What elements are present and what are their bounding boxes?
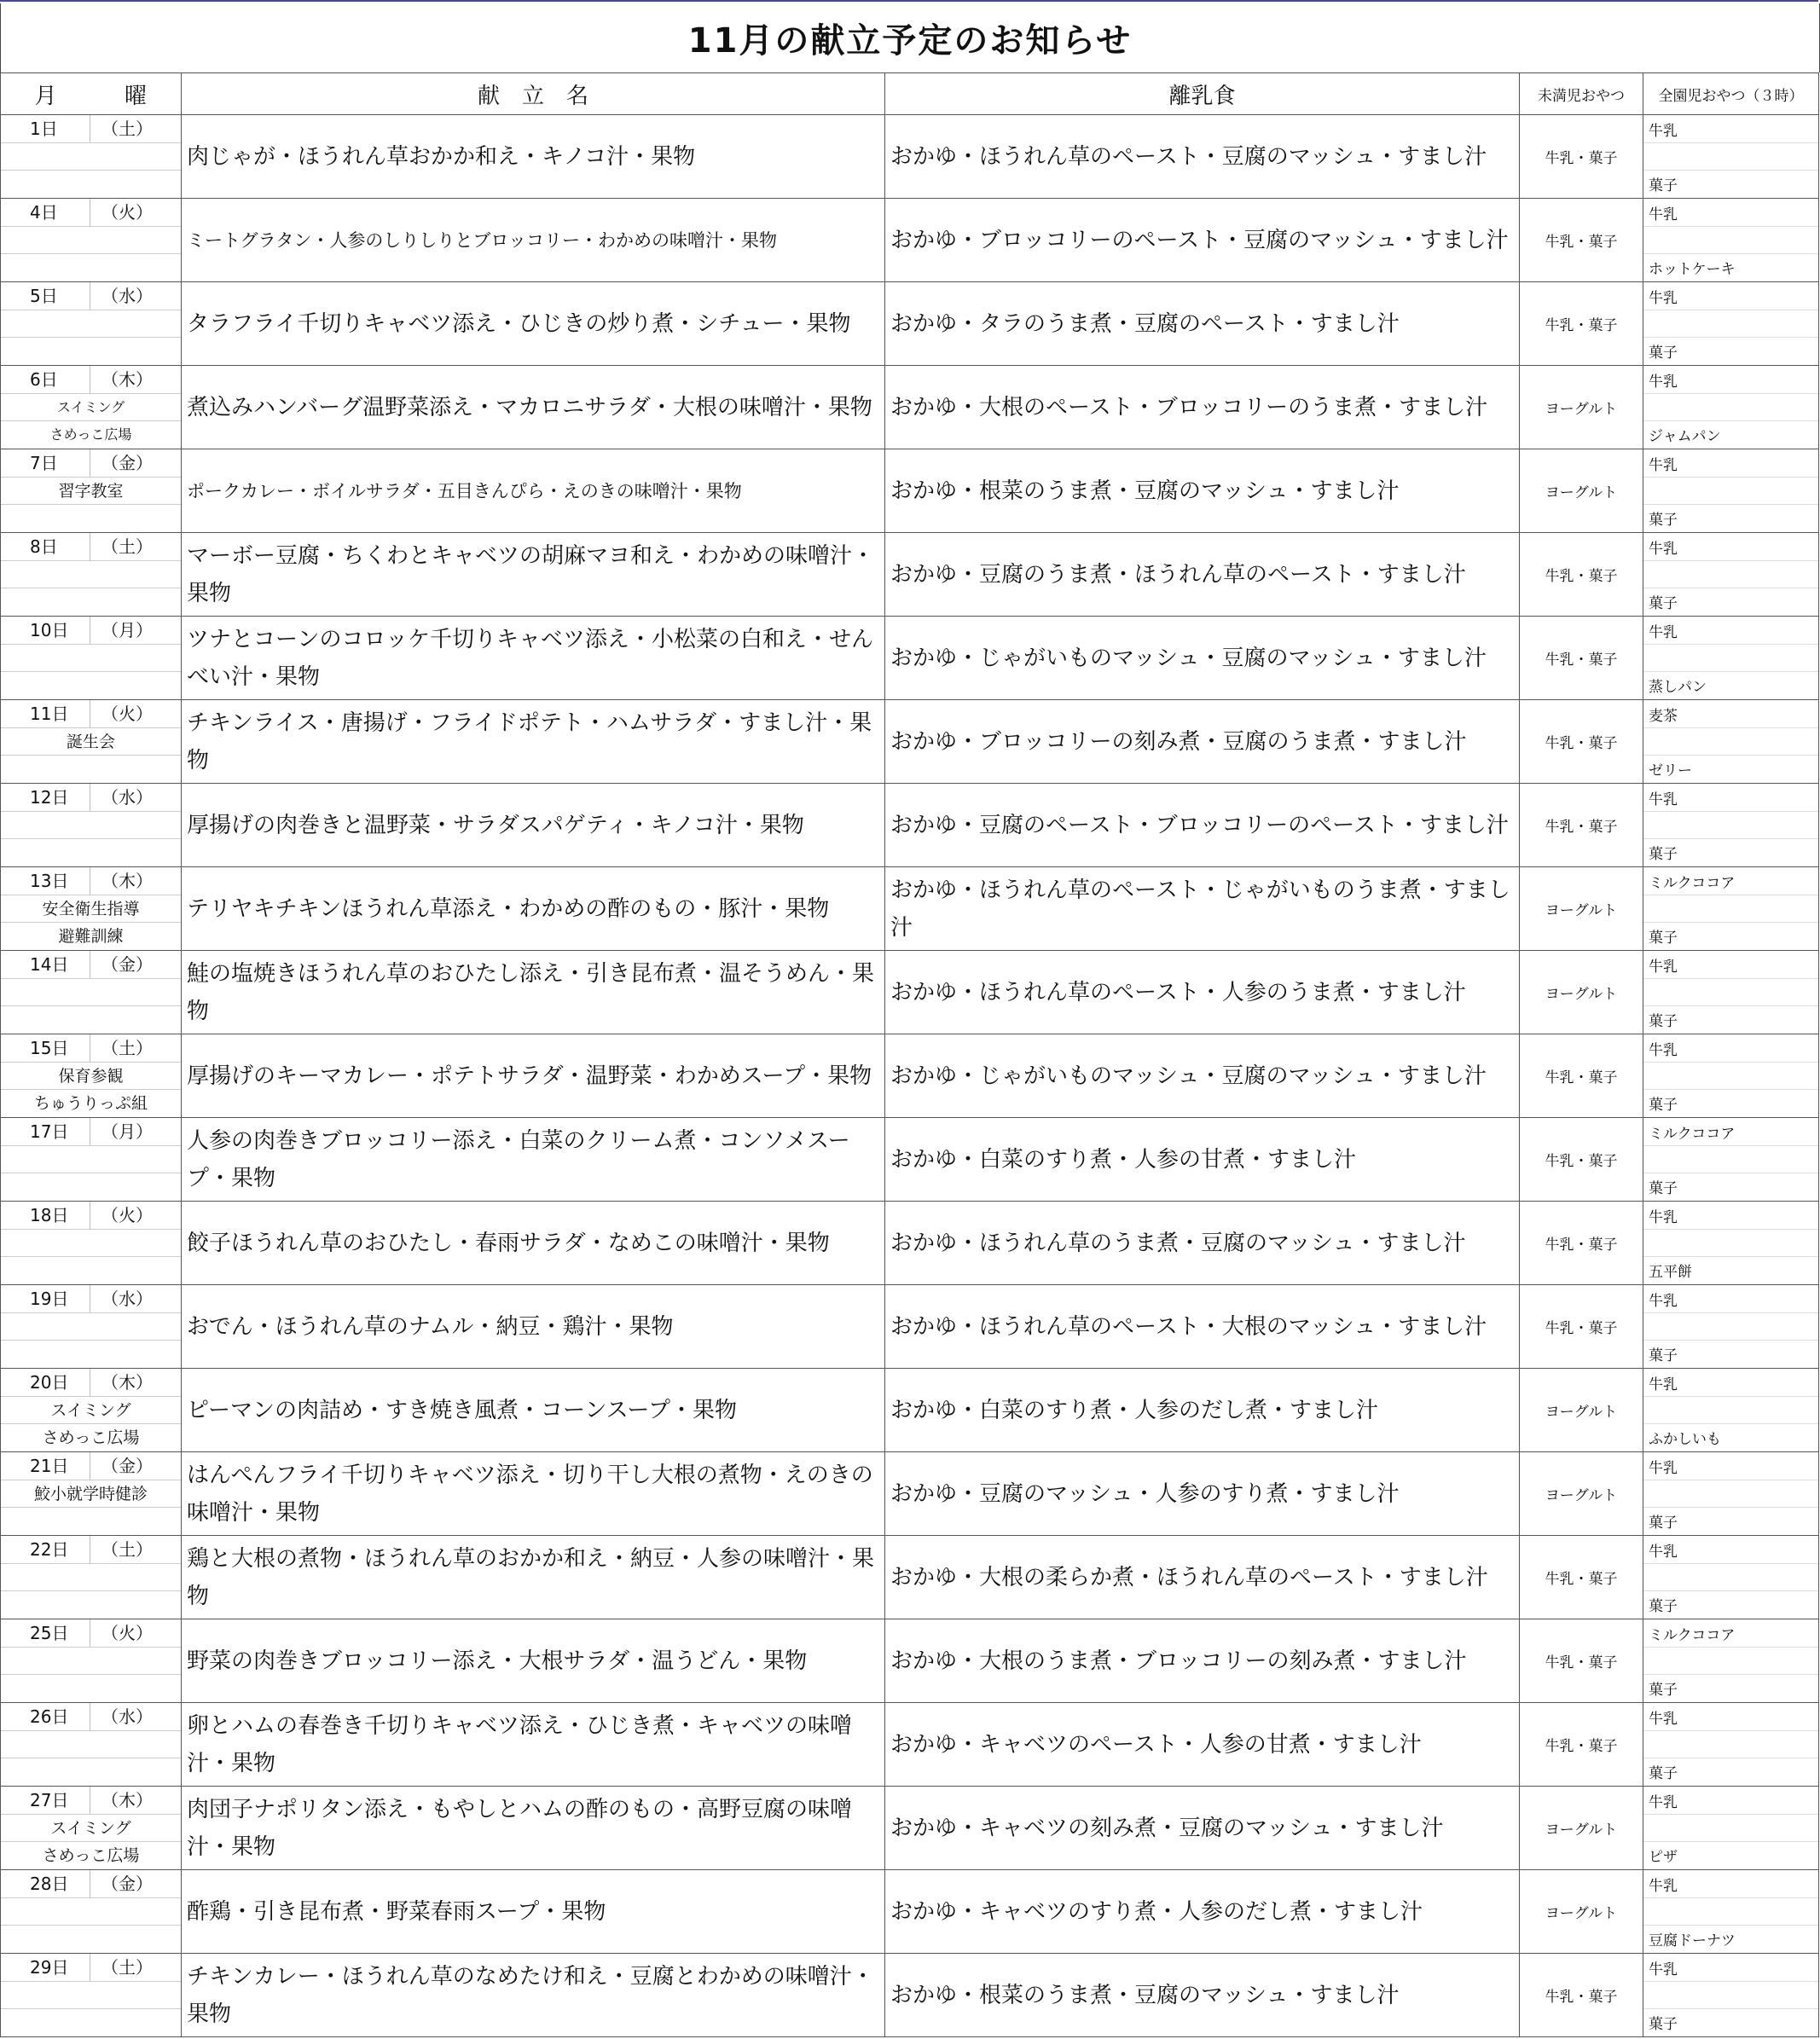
table-row [1,700,1819,784]
snack-drink: 牛乳 [1649,206,1678,223]
baby-food-cell: おかゆ・大根のうま煮・ブロッコリーの刻み煮・すまし汁 [885,1619,1520,1703]
page-title: 11月の献立予定のお知らせ [0,3,1820,72]
menu-name-cell: チキンライス・唐揚げ・フライドポテト・ハムサラダ・すまし汁・果物 [182,700,885,784]
snack-food: 菓子 [1649,1598,1678,1615]
day-label: 22日 [1,1536,90,1563]
weekday-label: （水） [101,1289,153,1309]
day-label: 21日 [1,1452,90,1480]
snack-food: ふかしいも [1649,1431,1721,1448]
all-snack-cell [1643,1369,1819,1452]
toddler-snack-cell: ヨーグルト [1520,1787,1643,1870]
weekday-label: （土） [101,119,153,139]
table-row [1,1118,1819,1202]
day-label: 1日 [1,115,90,142]
table-row [1,617,1819,700]
event-line-1: スイミング [50,1401,131,1420]
menu-name-cell: 人参の肉巻きブロッコリー添え・白菜のクリーム煮・コンソメスープ・果物 [182,1118,885,1202]
all-snack-cell [1643,1285,1819,1369]
weekday-label: （月） [101,620,153,640]
weekday-label: （水） [101,787,153,808]
baby-food-cell: おかゆ・じゃがいものマッシュ・豆腐のマッシュ・すまし汁 [885,1034,1520,1118]
date-cell [1,1787,182,1870]
snack-drink: 牛乳 [1649,457,1678,474]
snack-food: 菓子 [1649,512,1678,529]
weekday-label: （木） [101,1372,153,1393]
toddler-snack-cell: ヨーグルト [1520,1870,1643,1954]
snack-drink: 麦茶 [1649,708,1678,725]
toddler-snack-cell: 牛乳・菓子 [1520,115,1643,199]
snack-food: 菓子 [1649,1180,1678,1197]
date-cell [1,1452,182,1536]
snack-drink: 牛乳 [1649,624,1678,641]
event-line-2: さめっこ広場 [42,1846,140,1865]
table-row [1,1369,1819,1452]
all-snack-cell [1643,951,1819,1034]
menu-name-cell: 厚揚げの肉巻きと温野菜・サラダスパゲティ・キノコ汁・果物 [182,784,885,867]
snack-food: ピザ [1649,1849,1678,1866]
weekday-label: （火） [101,1205,153,1225]
snack-drink: 牛乳 [1649,1794,1678,1811]
day-label: 13日 [1,867,90,895]
all-snack-cell [1643,282,1819,366]
snack-food: 菓子 [1649,1097,1678,1114]
day-label: 28日 [1,1870,90,1897]
snack-drink: 牛乳 [1649,123,1678,140]
day-label: 17日 [1,1118,90,1145]
menu-name-cell: タラフライ千切りキャベツ添え・ひじきの炒り煮・シチュー・果物 [182,282,885,366]
day-label: 6日 [1,366,90,393]
toddler-snack-cell: 牛乳・菓子 [1520,1118,1643,1202]
table-row [1,1954,1819,2037]
baby-food-cell: おかゆ・豆腐のうま煮・ほうれん草のペースト・すまし汁 [885,533,1520,617]
date-cell [1,1703,182,1787]
weekday-label: （木） [101,871,153,891]
date-cell [1,784,182,867]
table-row [1,533,1819,617]
all-snack-cell [1643,784,1819,867]
table-row [1,1870,1819,1954]
snack-food: 菓子 [1649,1347,1678,1364]
toddler-snack-cell: ヨーグルト [1520,951,1643,1034]
date-cell [1,199,182,282]
all-snack-cell [1643,1202,1819,1285]
date-cell [1,282,182,366]
baby-food-cell: おかゆ・白菜のすり煮・人参のだし煮・すまし汁 [885,1369,1520,1452]
snack-food: 菓子 [1649,1013,1678,1030]
table-row [1,1202,1819,1285]
table-row [1,1703,1819,1787]
menu-name-cell: ミートグラタン・人参のしりしりとブロッコリー・わかめの味噌汁・果物 [182,199,885,282]
toddler-snack-cell: 牛乳・菓子 [1520,282,1643,366]
day-label: 15日 [1,1034,90,1062]
snack-drink: ミルクココア [1649,1126,1736,1143]
snack-drink: 牛乳 [1649,290,1678,307]
date-cell [1,1619,182,1703]
day-label: 20日 [1,1369,90,1396]
menu-name-cell: 鶏と大根の煮物・ほうれん草のおかか和え・納豆・人参の味噌汁・果物 [182,1536,885,1619]
toddler-snack-cell: ヨーグルト [1520,449,1643,533]
baby-food-cell: おかゆ・白菜のすり煮・人参の甘煮・すまし汁 [885,1118,1520,1202]
weekday-label: （土） [101,1539,153,1560]
header-row [1,73,1819,115]
menu-name-cell: ツナとコーンのコロッケ千切りキャベツ添え・小松菜の白和え・せんべい汁・果物 [182,617,885,700]
toddler-snack-header: 未満児おやつ [1520,73,1643,115]
date-cell [1,1202,182,1285]
menu-name-cell: ピーマンの肉詰め・すき焼き風煮・コーンスープ・果物 [182,1369,885,1452]
day-label: 7日 [1,449,90,477]
table-row [1,1536,1819,1619]
all-snack-cell [1643,1452,1819,1536]
date-cell [1,1118,182,1202]
toddler-snack-cell: 牛乳・菓子 [1520,533,1643,617]
menu-name-cell: 厚揚げのキーマカレー・ポテトサラダ・温野菜・わかめスープ・果物 [182,1034,885,1118]
baby-food-cell: おかゆ・根菜のうま煮・豆腐のマッシュ・すまし汁 [885,449,1520,533]
baby-food-cell: おかゆ・ブロッコリーのペースト・豆腐のマッシュ・すまし汁 [885,199,1520,282]
date-cell [1,115,182,199]
date-cell [1,617,182,700]
snack-drink: ミルクココア [1649,875,1736,892]
day-label: 11日 [1,700,90,727]
toddler-snack-cell: 牛乳・菓子 [1520,700,1643,784]
weekday-label: （土） [101,1957,153,1978]
menu-name-cell: テリヤキチキンほうれん草添え・わかめの酢のもの・豚汁・果物 [182,867,885,951]
event-line-1: 鮫小就学時健診 [33,1485,148,1503]
table-row [1,867,1819,951]
date-cell [1,1369,182,1452]
day-label: 27日 [1,1787,90,1814]
weekday-label: （土） [101,1038,153,1058]
menu-name-cell: 卵とハムの春巻き千切りキャベツ添え・ひじき煮・キャベツの味噌汁・果物 [182,1703,885,1787]
snack-food: ジャムパン [1649,428,1721,445]
baby-food-cell: おかゆ・大根の柔らか煮・ほうれん草のペースト・すまし汁 [885,1536,1520,1619]
toddler-snack-cell: 牛乳・菓子 [1520,784,1643,867]
snack-drink: 牛乳 [1649,1961,1678,1978]
event-line-2: 避難訓練 [58,927,124,946]
baby-food-cell: おかゆ・ほうれん草のペースト・じゃがいものうま煮・すまし汁 [885,867,1520,951]
snack-food: 菓子 [1649,1765,1678,1782]
menu-name-cell: チキンカレー・ほうれん草のなめたけ和え・豆腐とわかめの味噌汁・果物 [182,1954,885,2037]
event-line-2: ちゅうりっぷ組 [33,1094,148,1113]
table-row [1,951,1819,1034]
weekday-label: （金） [101,1874,153,1894]
table-row [1,199,1819,282]
baby-food-cell: おかゆ・ほうれん草のペースト・大根のマッシュ・すまし汁 [885,1285,1520,1369]
baby-food-cell: おかゆ・ほうれん草のうま煮・豆腐のマッシュ・すまし汁 [885,1202,1520,1285]
toddler-snack-cell: ヨーグルト [1520,366,1643,449]
weekday-label: （金） [101,453,153,473]
weekday-header: 曜 [124,83,147,109]
toddler-snack-cell: 牛乳・菓子 [1520,1619,1643,1703]
weekday-label: （火） [101,202,153,223]
event-line-1: スイミング [50,1819,131,1838]
toddler-snack-cell: 牛乳・菓子 [1520,1202,1643,1285]
day-label: 10日 [1,617,90,644]
snack-drink: 牛乳 [1649,1293,1678,1310]
baby-food-cell: おかゆ・ブロッコリーの刻み煮・豆腐のうま煮・すまし汁 [885,700,1520,784]
snack-drink: 牛乳 [1649,541,1678,558]
menu-name-cell: はんぺんフライ千切りキャベツ添え・切り干し大根の煮物・えのきの味噌汁・果物 [182,1452,885,1536]
month-header: 月 [34,83,57,109]
table-row [1,282,1819,366]
event-line-2: さめっこ広場 [49,426,132,443]
event-line-2: さめっこ広場 [42,1428,140,1447]
day-label: 26日 [1,1703,90,1730]
snack-food: 菓子 [1649,595,1678,612]
all-snack-cell [1643,1034,1819,1118]
weekday-label: （金） [101,954,153,975]
toddler-snack-cell: ヨーグルト [1520,1369,1643,1452]
menu-name-cell: 煮込みハンバーグ温野菜添え・マカロニサラダ・大根の味噌汁・果物 [182,366,885,449]
baby-food-cell: おかゆ・キャベツの刻み煮・豆腐のマッシュ・すまし汁 [885,1787,1520,1870]
snack-drink: 牛乳 [1649,1460,1678,1477]
day-label: 8日 [1,533,90,560]
toddler-snack-cell: 牛乳・菓子 [1520,1285,1643,1369]
event-line-1: 安全衛生指導 [42,900,140,918]
snack-drink: 牛乳 [1649,374,1678,391]
weekday-label: （金） [101,1456,153,1476]
snack-food: 五平餅 [1649,1264,1692,1281]
toddler-snack-cell: 牛乳・菓子 [1520,1954,1643,2037]
all-snack-cell [1643,1536,1819,1619]
menu-name-cell: 肉団子ナポリタン添え・もやしとハムの酢のもの・高野豆腐の味噌汁・果物 [182,1787,885,1870]
toddler-snack-cell: 牛乳・菓子 [1520,199,1643,282]
all-snack-cell [1643,1870,1819,1954]
snack-food: 菓子 [1649,846,1678,863]
day-label: 29日 [1,1954,90,1981]
weekday-label: （土） [101,536,153,557]
snack-drink: 牛乳 [1649,1878,1678,1895]
menu-name-cell: 野菜の肉巻きブロッコリー添え・大根サラダ・温うどん・果物 [182,1619,885,1703]
toddler-snack-cell: ヨーグルト [1520,867,1643,951]
weekday-label: （火） [101,1623,153,1643]
baby-food-cell: おかゆ・ほうれん草のペースト・豆腐のマッシュ・すまし汁 [885,115,1520,199]
snack-drink: 牛乳 [1649,1544,1678,1561]
snack-food: 菓子 [1649,930,1678,947]
menu-name-cell: おでん・ほうれん草のナムル・納豆・鶏汁・果物 [182,1285,885,1369]
menu-name-cell: 酢鶏・引き昆布煮・野菜春雨スープ・果物 [182,1870,885,1954]
snack-food: 菓子 [1649,345,1678,362]
all-snack-cell [1643,1619,1819,1703]
table-row [1,1619,1819,1703]
snack-food: 菓子 [1649,1682,1678,1699]
snack-food: 菓子 [1649,2016,1678,2033]
menu-header: 献 立 名 [182,73,885,115]
toddler-snack-cell: ヨーグルト [1520,1452,1643,1536]
baby-food-cell: おかゆ・じゃがいものマッシュ・豆腐のマッシュ・すまし汁 [885,617,1520,700]
table-row [1,1452,1819,1536]
all-snack-cell [1643,700,1819,784]
event-line-1: スイミング [56,399,125,415]
day-label: 5日 [1,282,90,310]
snack-drink: 牛乳 [1649,1711,1678,1728]
snack-drink: 牛乳 [1649,959,1678,976]
snack-food: 菓子 [1649,1515,1678,1532]
all-snack-cell [1643,1954,1819,2037]
table-row [1,115,1819,199]
date-cell [1,1954,182,2037]
all-snack-cell [1643,533,1819,617]
toddler-snack-cell: 牛乳・菓子 [1520,617,1643,700]
menu-table [0,72,1819,2037]
table-row [1,1787,1819,1870]
snack-food: ゼリー [1649,762,1692,779]
baby-food-header: 離乳食 [885,73,1520,115]
event-line-1: 誕生会 [66,733,115,751]
menu-name-cell: 餃子ほうれん草のおひたし・春雨サラダ・なめこの味噌汁・果物 [182,1202,885,1285]
menu-name-cell: ポークカレー・ボイルサラダ・五目きんぴら・えのきの味噌汁・果物 [182,449,885,533]
all-snack-cell [1643,867,1819,951]
snack-drink: 牛乳 [1649,1042,1678,1059]
baby-food-cell: おかゆ・大根のペースト・ブロッコリーのうま煮・すまし汁 [885,366,1520,449]
date-cell [1,1870,182,1954]
date-header [1,73,182,115]
all-snack-cell [1643,366,1819,449]
day-label: 19日 [1,1285,90,1312]
day-label: 25日 [1,1619,90,1647]
snack-food: 蒸しパン [1649,679,1707,696]
all-snack-cell [1643,1703,1819,1787]
table-row [1,1285,1819,1369]
all-snack-cell [1643,115,1819,199]
weekday-label: （木） [101,1790,153,1810]
date-cell [1,1034,182,1118]
toddler-snack-cell: 牛乳・菓子 [1520,1536,1643,1619]
date-cell [1,867,182,951]
snack-drink: ミルクココア [1649,1627,1736,1644]
table-row [1,784,1819,867]
baby-food-cell: おかゆ・キャベツのペースト・人参の甘煮・すまし汁 [885,1703,1520,1787]
weekday-label: （月） [101,1121,153,1142]
baby-food-cell: おかゆ・豆腐のペースト・ブロッコリーのペースト・すまし汁 [885,784,1520,867]
menu-name-cell: 肉じゃが・ほうれん草おかか和え・キノコ汁・果物 [182,115,885,199]
all-snack-header: 全園児おやつ（３時） [1643,73,1819,115]
weekday-label: （水） [101,1706,153,1727]
table-row [1,366,1819,449]
date-cell [1,366,182,449]
date-cell [1,700,182,784]
weekday-label: （火） [101,704,153,724]
menu-name-cell: 鮭の塩焼きほうれん草のおひたし添え・引き昆布煮・温そうめん・果物 [182,951,885,1034]
all-snack-cell [1643,449,1819,533]
all-snack-cell [1643,617,1819,700]
all-snack-cell [1643,1118,1819,1202]
snack-food: 菓子 [1649,177,1678,194]
table-row [1,449,1819,533]
snack-drink: 牛乳 [1649,791,1678,808]
toddler-snack-cell: 牛乳・菓子 [1520,1034,1643,1118]
date-cell [1,1536,182,1619]
baby-food-cell: おかゆ・豆腐のマッシュ・人参のすり煮・すまし汁 [885,1452,1520,1536]
date-cell [1,533,182,617]
weekday-label: （水） [101,286,153,306]
day-label: 12日 [1,784,90,811]
date-cell [1,951,182,1034]
snack-food: 豆腐ドーナツ [1649,1932,1736,1949]
baby-food-cell: おかゆ・ほうれん草のペースト・人参のうま煮・すまし汁 [885,951,1520,1034]
event-line-1: 保育参観 [58,1067,124,1086]
baby-food-cell: おかゆ・根菜のうま煮・豆腐のマッシュ・すまし汁 [885,1954,1520,2037]
baby-food-cell: おかゆ・タラのうま煮・豆腐のペースト・すまし汁 [885,282,1520,366]
day-label: 4日 [1,199,90,226]
date-cell [1,449,182,533]
event-line-1: 習字教室 [58,482,124,501]
date-cell [1,1285,182,1369]
snack-drink: 牛乳 [1649,1209,1678,1226]
weekday-label: （木） [101,369,153,390]
day-label: 14日 [1,951,90,978]
table-row [1,1034,1819,1118]
toddler-snack-cell: 牛乳・菓子 [1520,1703,1643,1787]
snack-food: ホットケーキ [1649,261,1736,278]
baby-food-cell: おかゆ・キャベツのすり煮・人参のだし煮・すまし汁 [885,1870,1520,1954]
all-snack-cell [1643,199,1819,282]
snack-drink: 牛乳 [1649,1376,1678,1393]
day-label: 18日 [1,1202,90,1229]
menu-name-cell: マーボー豆腐・ちくわとキャベツの胡麻マヨ和え・わかめの味噌汁・果物 [182,533,885,617]
all-snack-cell [1643,1787,1819,1870]
